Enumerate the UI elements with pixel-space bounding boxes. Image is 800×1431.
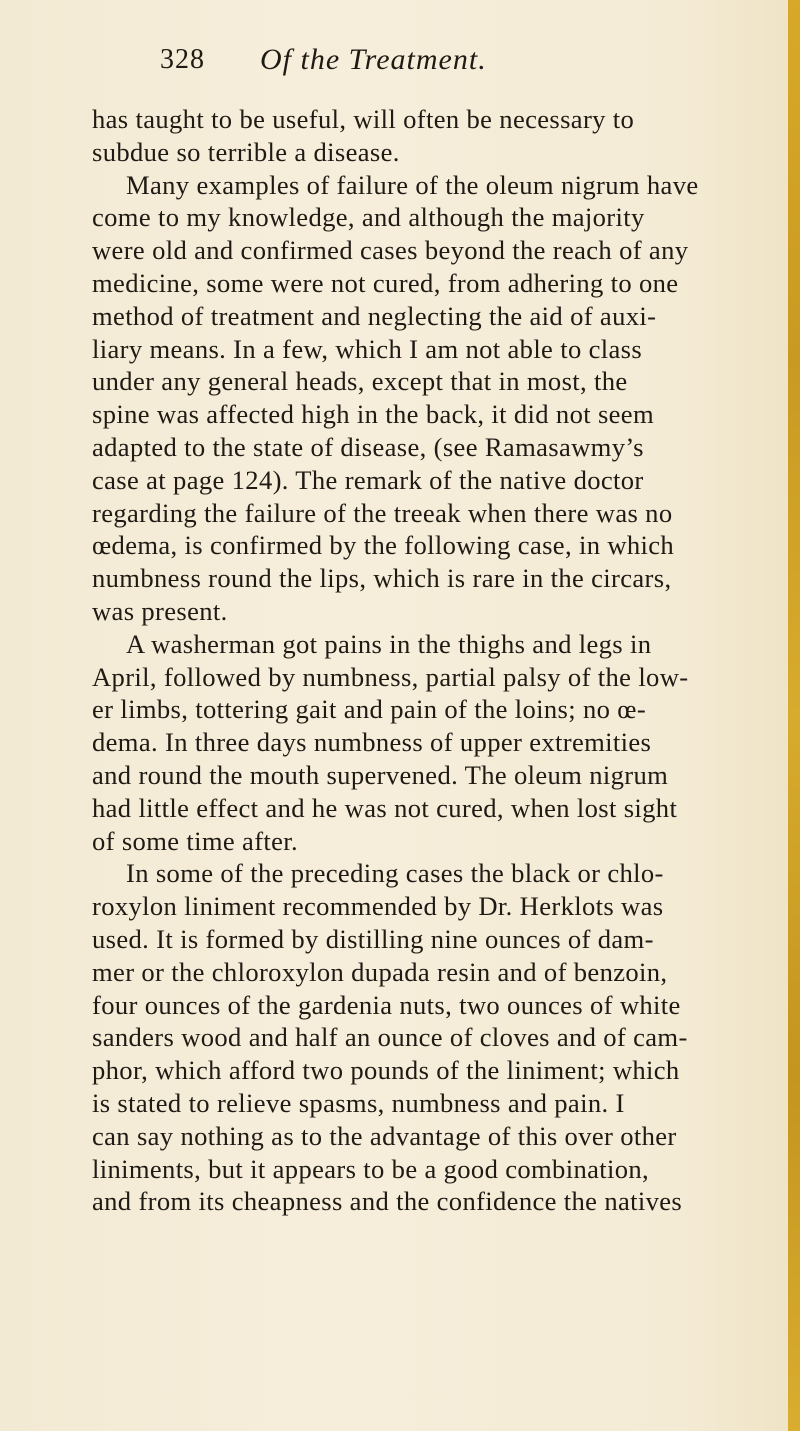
text-line: medicine, some were not cured, from adhering to one <box>92 267 679 298</box>
text-line: er limbs, tottering gait and pain of the loins; no œ- <box>92 694 647 725</box>
text-line: is stated to relieve spasms, numbness and pain. I <box>92 1087 625 1118</box>
text-line: mer or the chloroxylon dupada resin and of benzoin, <box>92 956 668 987</box>
gilt-page-edge <box>788 0 800 1431</box>
page-header <box>160 40 600 80</box>
text-line: numbness round the lips, which is rare in the circars, <box>92 563 672 594</box>
text-line: had little effect and he was not cured, when lost sight <box>92 792 678 823</box>
text-line: phor, which afford two pounds of the liniment; which <box>92 1055 680 1086</box>
text-line: come to my knowledge, and although the majority <box>92 202 645 233</box>
text-line: and from its cheapness and the confidence the natives <box>92 1186 683 1217</box>
text-line: under any general heads, except that in most, the <box>92 366 628 397</box>
text-line: can say nothing as to the advantage of this over other <box>92 1120 677 1151</box>
page-number: 328 <box>160 44 205 75</box>
text-line: spine was affected high in the back, it did not seem <box>92 399 654 430</box>
text-line: used. It is formed by distilling nine ounces of dam- <box>92 923 654 954</box>
text-line: were old and confirmed cases beyond the reach of any <box>92 235 689 266</box>
text-line: œdema, is confirmed by the following case, in which <box>92 530 675 561</box>
text-line: A washerman got pains in the thighs and legs in <box>126 628 652 659</box>
text-line: sanders wood and half an ounce of cloves and of cam- <box>92 1022 688 1053</box>
text-line: Many examples of failure of the oleum nigrum have <box>126 169 699 200</box>
text-line: case at page 124). The remark of the native doctor <box>92 464 644 495</box>
text-line: April, followed by numbness, partial palsy of the low- <box>92 661 689 692</box>
text-line: and round the mouth supervened. The oleum nigrum <box>92 759 669 790</box>
text-line: of some time after. <box>92 825 299 856</box>
text-line: In some of the preceding cases the black or chlo- <box>126 858 664 889</box>
text-line: subdue so terrible a disease. <box>92 136 400 167</box>
text-line: method of treatment and neglecting the aid of auxi- <box>92 300 657 331</box>
text-line: roxylon liniment recommended by Dr. Herklots was <box>92 891 664 922</box>
text-line: dema. In three days numbness of upper extremities <box>92 727 652 758</box>
running-title: Of the Treatment. <box>260 43 487 76</box>
text-line: liniments, but it appears to be a good combination, <box>92 1153 650 1184</box>
text-line: four ounces of the gardenia nuts, two ounces of white <box>92 989 681 1020</box>
body-text <box>92 103 732 1218</box>
text-line: adapted to the state of disease, (see Ramasawmy’s <box>92 431 644 462</box>
text-line: was present. <box>92 595 228 626</box>
text-line: has taught to be useful, will often be necessary to <box>92 104 635 134</box>
text-line: liary means. In a few, which I am not able to class <box>92 333 643 364</box>
text-line: regarding the failure of the treeak when there was no <box>92 497 673 528</box>
